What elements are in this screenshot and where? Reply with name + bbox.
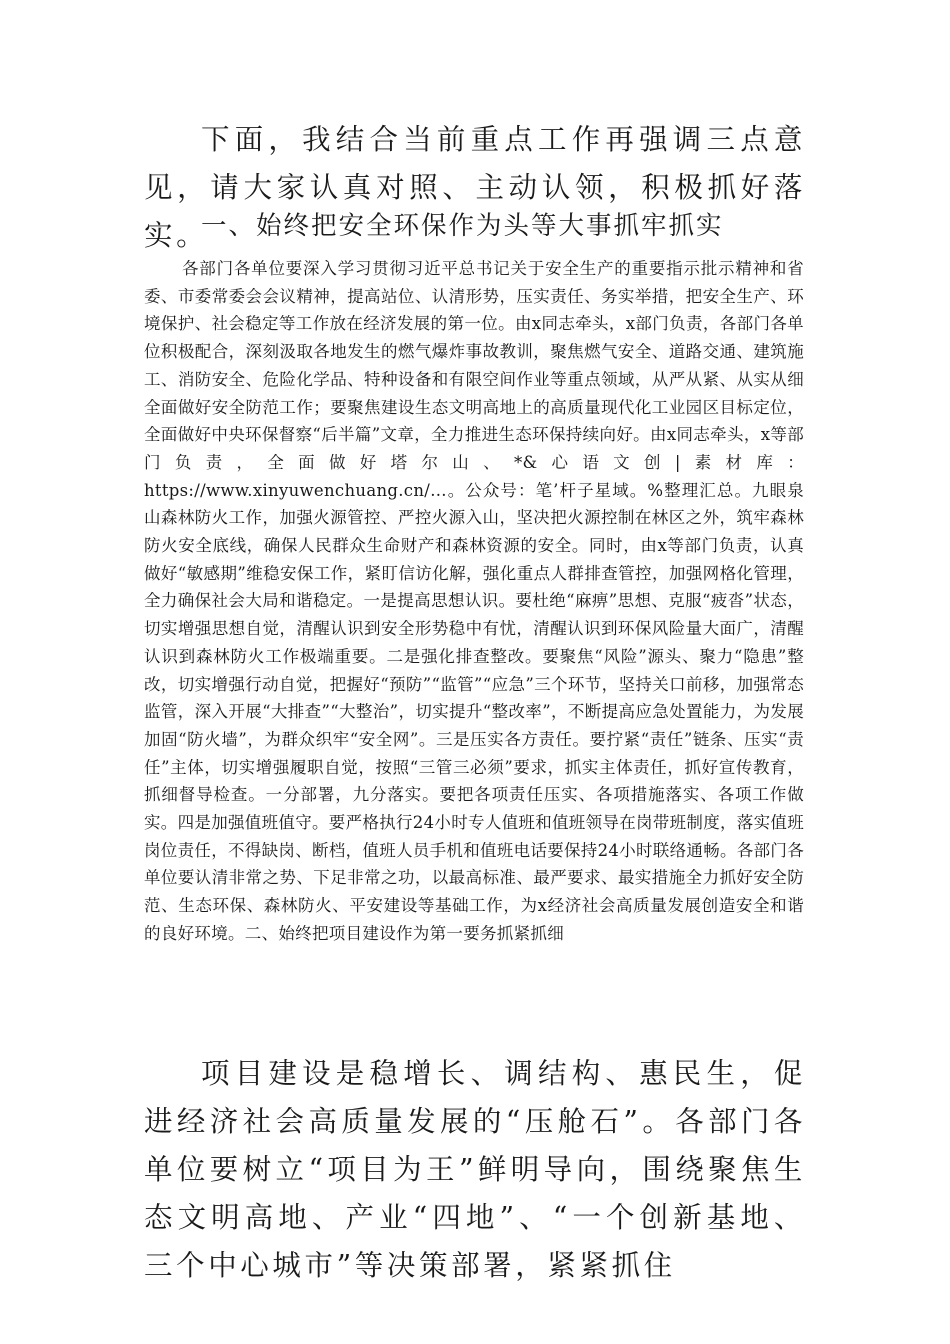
project-paragraph: 项目建设是稳增长、调结构、惠民生，促进经济社会高质量发展的“压舱石”。各部门各单位要树立“项目为王”鲜明导向，围绕聚焦生态文明高地、产业“四地”、“一个创新基地、三个中心城市”等决策部署，紧紧抓住 xyxy=(144,1057,806,1282)
body-paragraph: 各部门各单位要深入学习贯彻习近平总书记关于安全生产的重要指示批示精神和省委、市委常委会会议精神，提高站位、认清形势，压实责任、务实举措，把安全生产、环境保护、社会稳定等工作放在经济发展的第一位。由x同志牵头，x部门负责，各部门各单位积极配合，深刻汲取各地发生的燃气爆炸事故教训，聚焦燃气安全、道路交通、建筑施工、消防安全、危险化学品、特种设备和有限空间作业等重点领域，从严从紧、从实从细全面做好安全防范工作；要聚焦建设生态文明高地上的高质量现代化工业园区目标定位，全面做好中央环保督察“后半篇”文章，全力推进生态环保持续向好。由x同志牵头，x等部门负责，全面做好塔尔山、*&心语文创|素材库：https://www.xinyuwenchuang.cn/…。公众号：笔’杆子星域。%整理汇总。九眼泉山森林防火工作，加强火源管控、严控火源入山，坚决把火源控制在林区之外，筑牢森林防火安全底线，确保人民群众生命财产和森林资源的安全。同时，由x等部门负责，认真做好“敏感期”维稳安保工作，紧盯信访化解，强化重点人群排查管控，加强网格化管理，全力确保社会大局和谐稳定。一是提高思想认识。要杜绝“麻痹”思想、克服“疲沓”状态，切实增强思想自觉，清醒认识到安全形势稳中有忧，清醒认识到环保风险量大面广，清醒认识到森林防火工作极端重要。二是强化排查整改。要聚焦“风险”源头、聚力“隐患”整改，切实增强行动自觉，把握好“预防”“监管”“应急”三个环节，坚持关口前移，加强常态监管，深入开展“大排查”“大整治”，切实提升“整改率”，不断提高应急处置能力，为发展加固“防火墙”，为群众织牢“安全网”。三是压实各方责任。要拧紧“责任”链条、压实“责任”主体，切实增强履职自觉，按照“三管三必须”要求，抓实主体责任，抓好宣传教育，抓细督导检查。一分部署，九分落实。要把各项责任压实、各项措施落实、各项工作做实。四是加强值班值守。要严格执行24小时专人值班和值班领导在岗带班制度，落实值班岗位责任，不得缺岗、断档，值班人员手机和值班电话要保持24小时联络通畅。各部门各单位要认清非常之势、下足非常之功，以最高标准、最严要求、最实措施全力抓好安全防范、生态环保、森林防火、平安建设等基础工作，为x经济社会高质量发展创造安全和谐的良好环境。二、始终把项目建设作为第一要务抓紧抓细 xyxy=(144,259,804,943)
section-heading-1: 一、始终把安全环保作为头等大事抓牢抓实 xyxy=(201,211,724,241)
intro-paragraph: 下面，我结合当前重点工作再强调三点意见，请大家认真对照、主动认领，积极抓好落实。 xyxy=(144,123,806,252)
